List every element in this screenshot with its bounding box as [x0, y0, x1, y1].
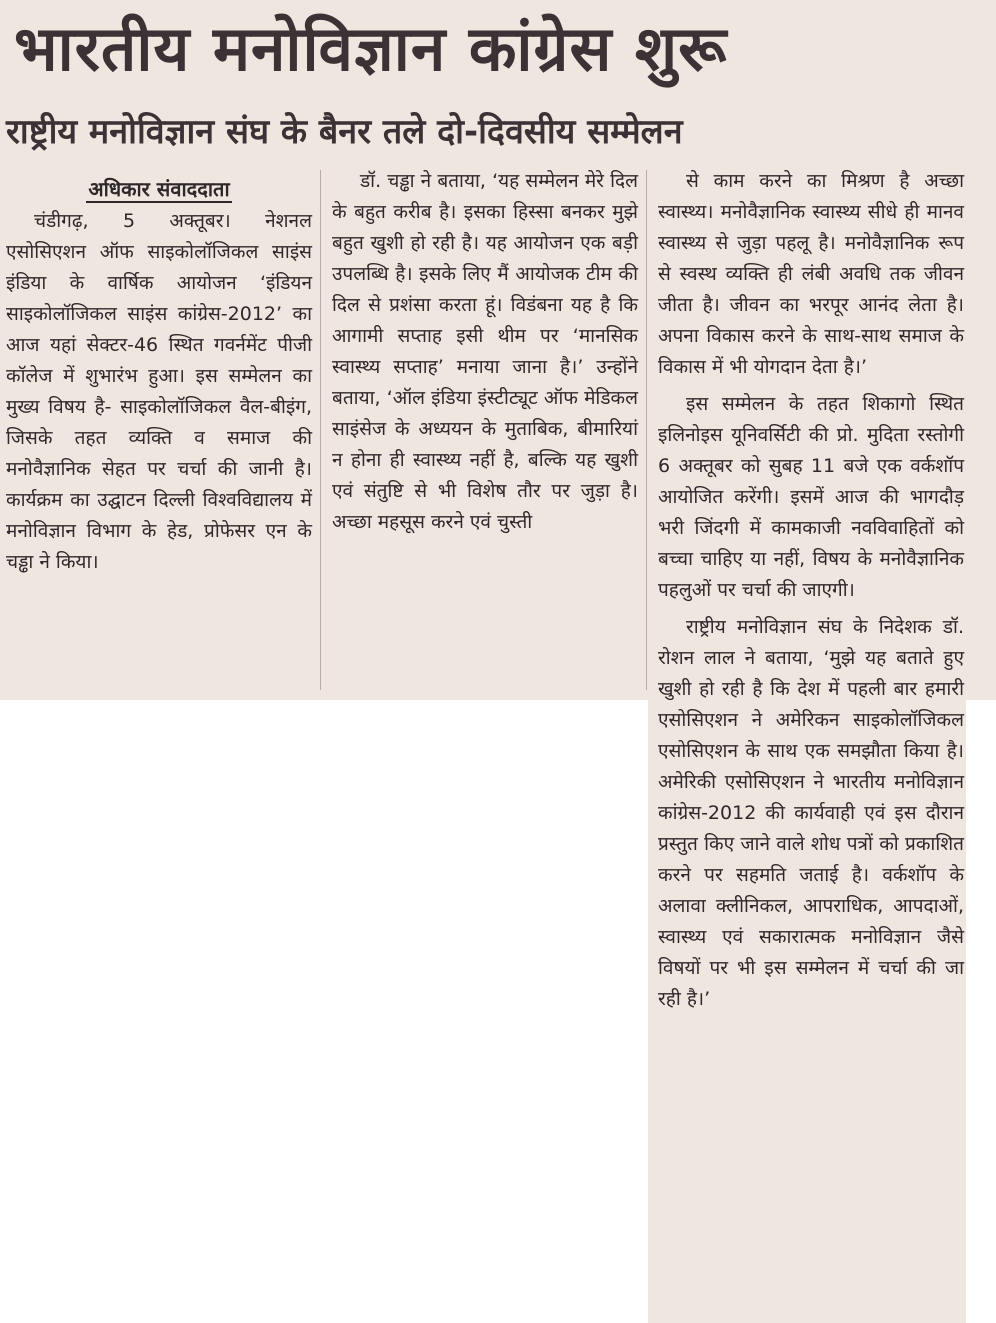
- headline: भारतीय मनोविज्ञान कांग्रेस शुरू: [14, 12, 728, 85]
- paragraph: राष्ट्रीय मनोविज्ञान संघ के निदेशक डॉ. रोशन लाल ने बताया, ‘मुझे यह बताते हुए खुशी हो रही है कि देश में पहली बार हमारी एसोसिएशन ने अमेरिकन साइकोलॉजिकल एसोसिएशन के साथ एक समझौता किया है। अमेरिकी एसोसिएशन ने भारतीय मनोविज्ञान कांग्रेस-2012 की कार्यवाही एवं इस दौरान प्रस्तुत किए जाने वाले शोध पत्रों को प्रकाशित करने पर सहमति जताई है। वर्कशॉप के अलावा क्लीनिकल, आपराधिक, आपदाओं, स्वास्थ्य एवं सकारात्मक मनोविज्ञान जैसे विषयों पर भी इस सम्मेलन में चर्चा की जा रही है।’: [658, 616, 964, 1010]
- column-divider: [320, 170, 321, 690]
- paragraph: से काम करने का मिश्रण है अच्छा स्वास्थ्य। मनोवैज्ञानिक स्वास्थ्य सीधे ही मानव स्वास्थ्य से जुड़ा पहलू है। मनोवैज्ञानिक रूप से स्वस्थ व्यक्ति ही लंबी अवधि तक जीवन जीता है। जीवन का भरपूर आनंद लेता है। अपना विकास करने के साथ-साथ समाज के विकास में भी योगदान देता है।’: [658, 170, 964, 378]
- subheadline: राष्ट्रीय मनोविज्ञान संघ के बैनर तले दो-दिवसीय सम्मेलन: [6, 112, 683, 152]
- paragraph: डॉ. चड्ढा ने बताया, ‘यह सम्मेलन मेरे दिल के बहुत करीब है। इसका हिस्सा बनकर मुझे बहुत खुशी हो रही है। यह आयोजन एक बड़ी उपलब्धि है। इसके लिए मैं आयोजक टीम की दिल से प्रशंसा करता हूं। विडंबना यह है कि आगामी सप्ताह इसी थीम पर ‘मानसिक स्वास्थ्य सप्ताह’ मनाया जाना है।’ उन्होंने बताया, ‘ऑल इंडिया इंस्टीट्यूट ऑफ मेडिकल साइंसेज के अध्ययन के मुताबिक, बीमारियां न होना ही स्वास्थ्य नहीं है, बल्कि यह खुशी एवं संतुष्टि से भी विशेष तौर पर जुड़ा है। अच्छा महसूस करने एवं चुस्ती: [332, 170, 638, 533]
- column-divider: [646, 170, 647, 690]
- article-column-1: [6, 176, 312, 578]
- paragraph: चंडीगढ़, 5 अक्तूबर। नेशनल एसोसिएशन ऑफ साइकोलॉजिकल साइंस इंडिया के वार्षिक आयोजन ‘इंडियन साइकोलॉजिकल साइंस कांग्रेस-2012’ का आज यहां सेक्टर-46 स्थित गवर्नमेंट पीजी कॉलेज में शुभारंभ हुआ। इस सम्मेलन का मुख्य विषय है- साइकोलॉजिकल वैल-बीइंग, जिसके तहत व्यक्ति व समाज की मनोवैज्ञानिक सेहत पर चर्चा की जानी है। कार्यक्रम का उद्घाटन दिल्ली विश्वविद्यालय में मनोविज्ञान विभाग के हेड, प्रोफेसर एन के चड्ढा ने किया।: [6, 210, 312, 573]
- byline-text: अधिकार संवाददाता: [88, 177, 230, 201]
- article-column-3: [658, 166, 964, 1015]
- paragraph: इस सम्मेलन के तहत शिकागो स्थित इलिनोइस यूनिवर्सिटी की प्रो. मुदिता रस्तोगी 6 अक्तूबर को सुबह 11 बजे एक वर्कशॉप आयोजित करेंगी। इसमें आज की भागदौड़ भरी जिंदगी में कामकाजी नवविवाहितों को बच्चा चाहिए या नहीं, विषय के मनोवैज्ञानिक पहलुओं पर चर्चा की जाएगी।: [658, 393, 964, 601]
- byline: [6, 176, 312, 202]
- article-column-2: [332, 166, 638, 538]
